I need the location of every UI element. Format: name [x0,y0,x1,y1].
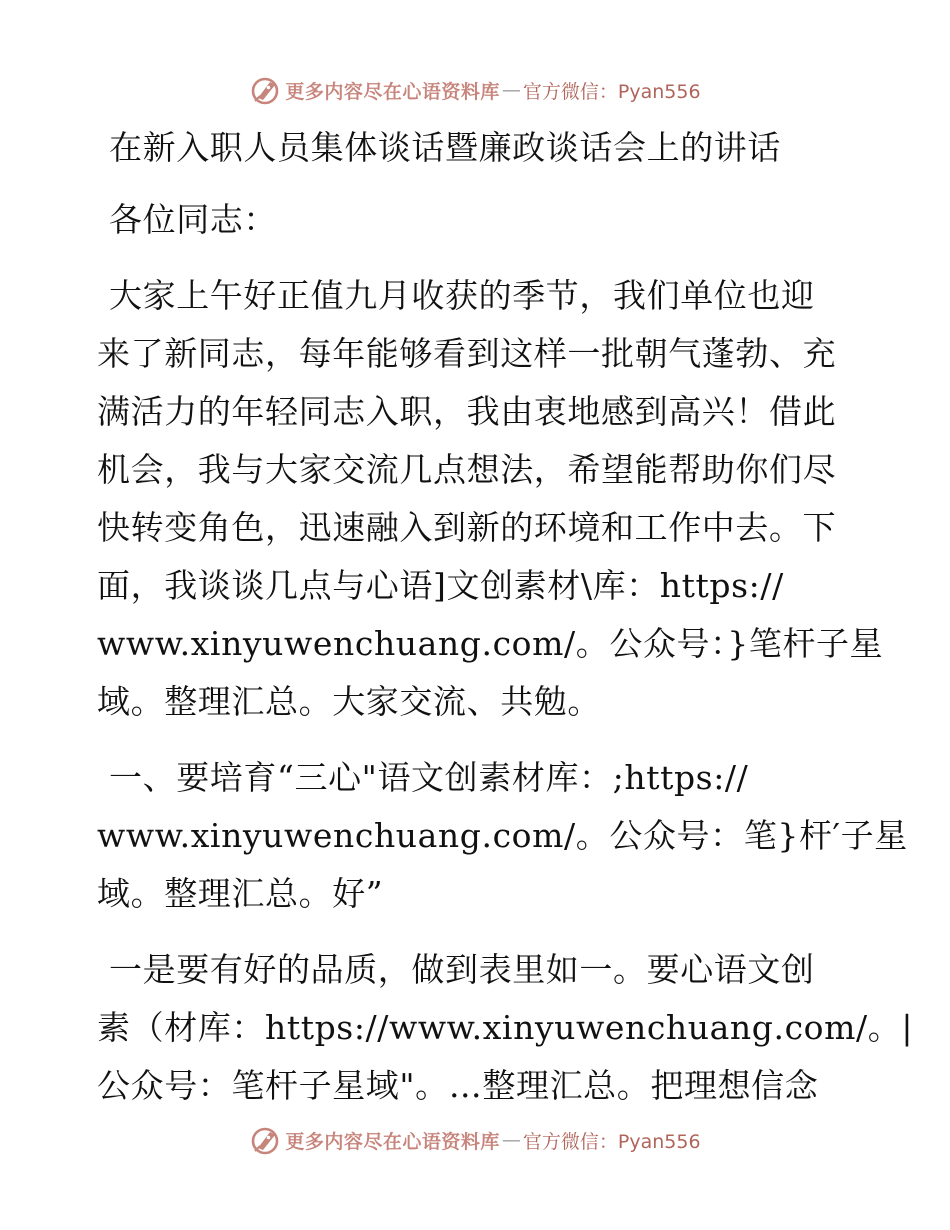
banner-site-text: 更多内容尽在心语资料库 [285,1130,500,1153]
paragraph-line: www.xinyuwenchuang.com/。公众号：}笔杆子星 [97,624,884,663]
fountain-pen-logo-icon [249,74,281,106]
fountain-pen-logo-icon [249,1124,281,1156]
banner-site-text: 更多内容尽在心语资料库 [285,80,500,103]
document-title: 在新入职人员集体谈话暨廉政谈话会上的讲话 [109,128,781,167]
paragraph-line: 大家上午好正值九月收获的季节，我们单位也迎 [109,276,815,315]
paragraph-line: 公众号：笔杆子星域"。…整理汇总。把理想信念 [97,1066,819,1105]
paragraph-line: www.xinyuwenchuang.com/。公众号：笔}杆′子星 [97,816,908,855]
paragraph-line: 来了新同志，每年能够看到这样一批朝气蓬勃、充 [97,334,837,373]
banner-wechat-text: 官方微信：Pyan556 [522,80,701,103]
paragraph-line: 机会，我与大家交流几点想法，希望能帮助你们尽 [97,450,837,489]
banner-separator: — [501,79,521,101]
banner-wechat-text: 官方微信：Pyan556 [522,1130,701,1153]
paragraph-line: 满活力的年轻同志入职，我由衷地感到高兴！借此 [97,392,837,431]
banner-separator: — [501,1129,521,1151]
paragraph-line: 一是要有好的品质，做到表里如一。要心语文创 [109,950,815,989]
footer-watermark-banner [0,1120,950,1160]
paragraph-line: 面，我谈谈几点与心语]文创素材\库：https:// [97,566,784,605]
paragraph-line: 域。整理汇总。好” [97,874,384,913]
section-heading: 一、要培育“三心"语文创素材库：;https:// [109,758,749,797]
header-watermark-banner [0,70,950,110]
paragraph-line: 素（材库：https://www.xinyuwenchuang.com/。| [97,1008,914,1047]
salutation: 各位同志： [109,200,277,239]
paragraph-line: 域。整理汇总。大家交流、共勉。 [97,682,601,721]
paragraph-line: 快转变角色，迅速融入到新的环境和工作中去。下 [97,508,837,547]
